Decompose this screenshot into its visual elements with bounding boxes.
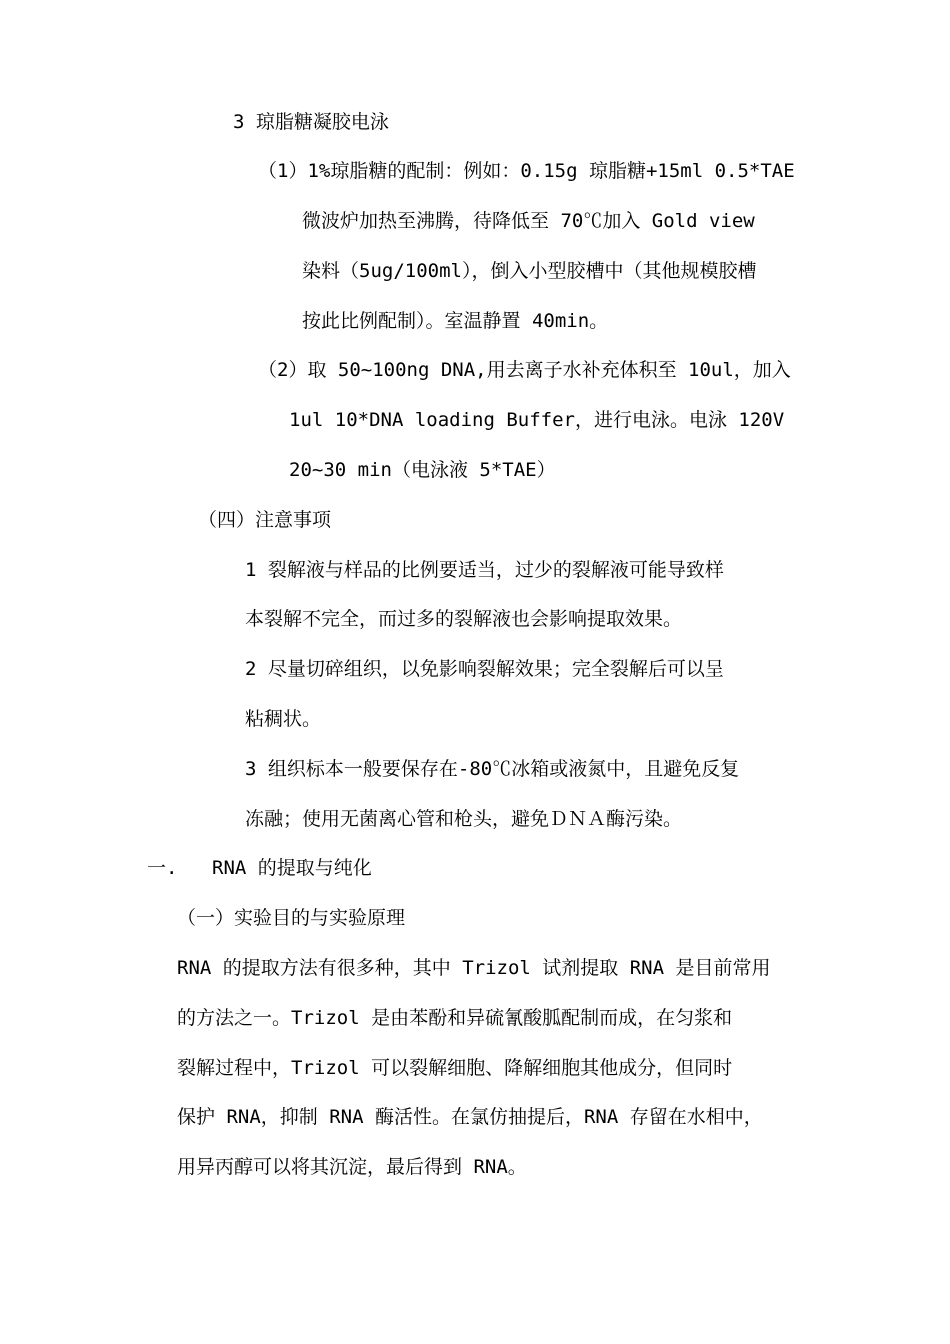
note1-line-1: 1 裂解液与样品的比例要适当，过少的裂解液可能导致样 (245, 559, 724, 581)
note3-line-1: 3 组织标本一般要保存在-80℃冰箱或液氮中，且避免反复 (245, 758, 740, 780)
rna-paragraph-line-3: 裂解过程中，Trizol 可以裂解细胞、降解细胞其他成分，但同时 (177, 1057, 733, 1079)
rna-paragraph-line-4: 保护 RNA，抑制 RNA 酶活性。在氯仿抽提后，RNA 存留在水相中， (177, 1106, 763, 1128)
rna-paragraph-line-5: 用异丙醇可以将其沉淀，最后得到 RNA。 (177, 1156, 527, 1178)
rna-paragraph-line-1: RNA 的提取方法有很多种，其中 Trizol 试剂提取 RNA 是目前常用 (177, 957, 771, 979)
item1-line-2: 微波炉加热至沸腾，待降低至 70℃加入 Gold view (302, 210, 755, 232)
item2-line-3: 20~30 min（电泳液 5*TAE） (289, 459, 556, 481)
rna-section-number: 一. (147, 857, 178, 879)
note1-line-2: 本裂解不完全，而过多的裂解液也会影响提取效果。 (245, 608, 683, 630)
section-heading-agarose-gel: 3 琼脂糖凝胶电泳 (233, 111, 389, 133)
rna-paragraph-line-2: 的方法之一。Trizol 是由苯酚和异硫氰酸胍配制而成，在匀浆和 (177, 1007, 733, 1029)
item2-line-2: 1ul 10*DNA loading Buffer，进行电泳。电泳 120V (289, 409, 785, 431)
item1-line-3: 染料（5ug/100ml），倒入小型胶槽中（其他规模胶槽 (302, 260, 757, 282)
item1-line-1: （1）1%琼脂糖的配制：例如：0.15g 琼脂糖+15ml 0.5*TAE (258, 160, 795, 182)
item2-line-1: （2）取 50~100ng DNA,用去离子水补充体积至 10ul，加入 (258, 359, 791, 381)
note2-line-2: 粘稠状。 (245, 708, 322, 730)
notes-heading: （四）注意事项 (198, 509, 332, 531)
rna-section-heading: RNA 的提取与纯化 (212, 857, 372, 879)
item1-line-4: 按此比例配制）。室温静置 40min。 (302, 310, 609, 332)
rna-subheading: （一）实验目的与实验原理 (177, 907, 406, 929)
note2-line-1: 2 尽量切碎组织，以免影响裂解效果；完全裂解后可以呈 (245, 658, 724, 680)
note3-line-2: 冻融；使用无菌离心管和枪头，避免ＤＮＡ酶污染。 (245, 808, 683, 830)
